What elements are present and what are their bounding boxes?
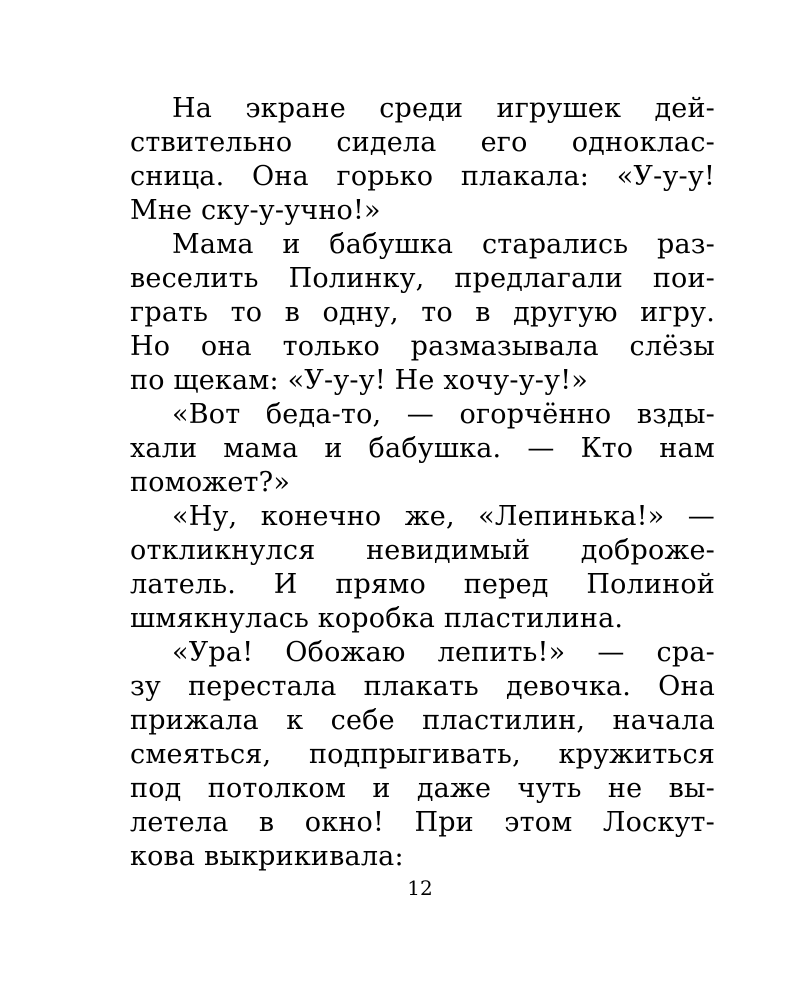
text-line: под потолком и даже чуть не вы-: [130, 773, 715, 804]
text-line: На экране среди игрушек дей-: [172, 93, 715, 124]
text-line: веселить Полинку, предлагали пои-: [130, 263, 715, 294]
page-number: 12: [407, 876, 433, 900]
text-line: Но она только размазывала слёзы: [130, 331, 715, 362]
text-line: латель. И прямо перед Полиной: [130, 569, 715, 600]
text-line: откликнулся невидимый доброже-: [130, 535, 715, 566]
text-line: смеяться, подпрыгивать, кружиться: [130, 739, 715, 770]
text-line: летела в окно! При этом Лоскут-: [130, 807, 715, 838]
text-line: Мне ску-у-учно!»: [130, 195, 381, 226]
text-line: шмякнулась коробка пластилина.: [130, 603, 624, 634]
text-line: сница. Она горько плакала: «У-у-у!: [130, 161, 715, 192]
text-line: Мама и бабушка старались раз-: [172, 229, 715, 260]
text-line: поможет?»: [130, 467, 291, 498]
text-line: ствительно сидела его одноклас-: [130, 127, 715, 158]
paragraph: [130, 636, 715, 874]
text-line: прижала к себе пластилин, начала: [130, 705, 715, 736]
text-line: «Ура! Обожаю лепить!» — сра-: [172, 637, 715, 668]
text-line: «Ну, конечно же, «Лепинька!» —: [172, 501, 715, 532]
paragraph: [130, 500, 715, 636]
text-line: грать то в одну, то в другую игру.: [130, 297, 715, 328]
text-line: по щекам: «У-у-у! Не хочу-у-у!»: [130, 365, 588, 396]
paragraph: [130, 228, 715, 398]
text-line: зу перестала плакать девочка. Она: [130, 671, 715, 702]
text-line: «Вот беда-то, — огорчённо взды-: [172, 399, 715, 430]
paragraph: [130, 398, 715, 500]
text-line: кова выкрикивала:: [130, 841, 404, 872]
page-body: [130, 92, 715, 874]
text-line: хали мама и бабушка. — Кто нам: [130, 433, 715, 464]
paragraph: [130, 92, 715, 228]
